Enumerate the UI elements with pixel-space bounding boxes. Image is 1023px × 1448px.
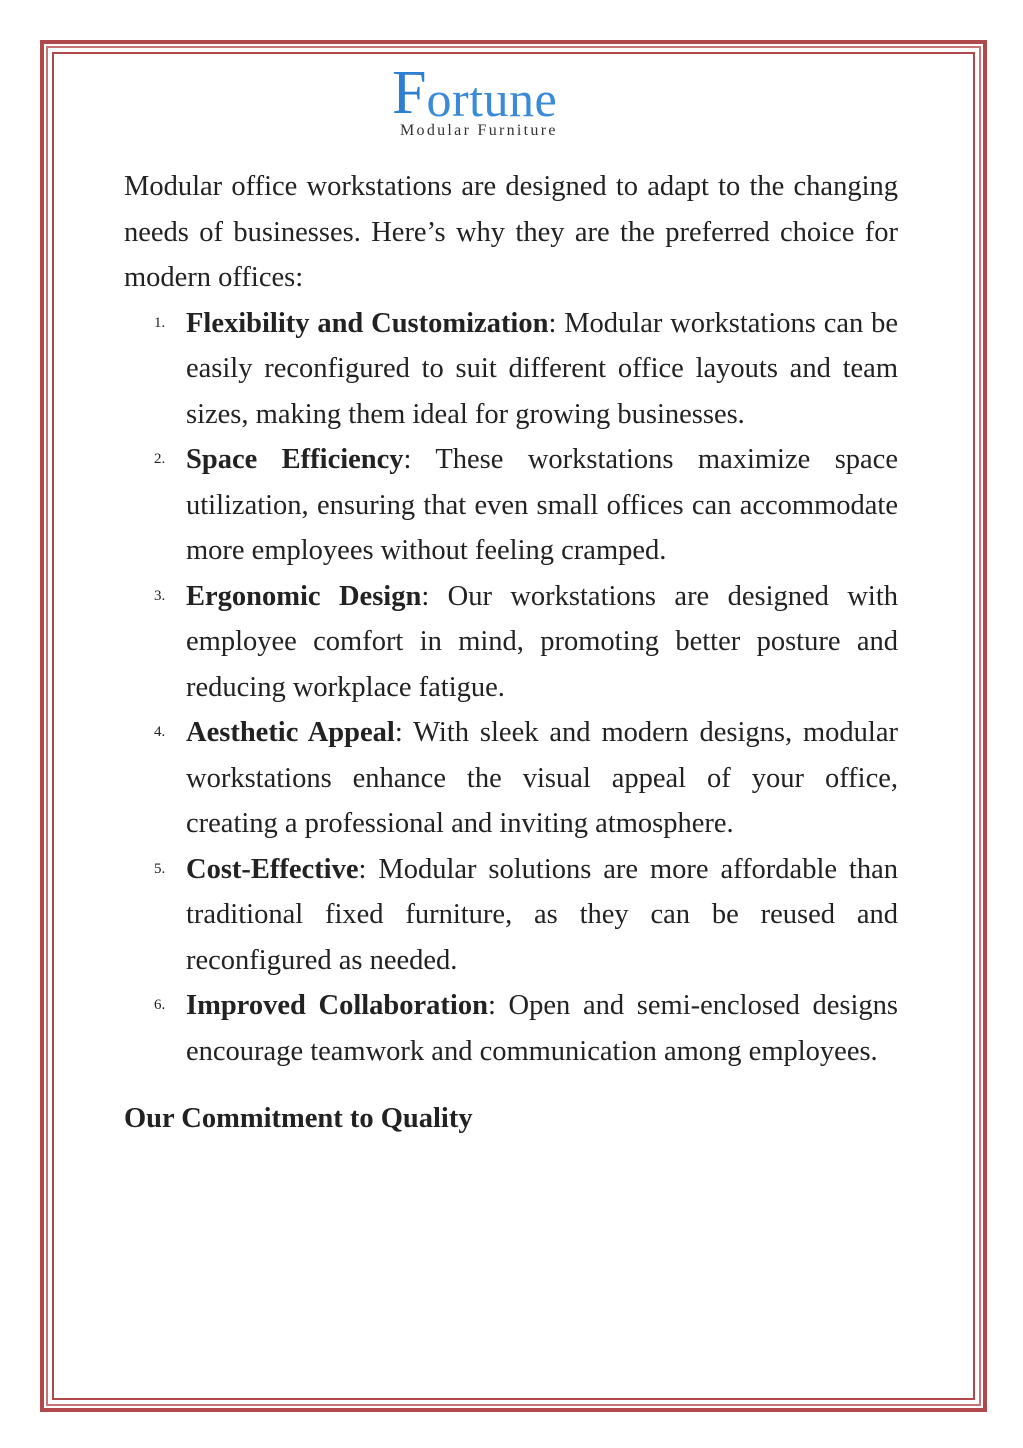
benefit-term: Space Efficiency [186, 444, 404, 475]
list-number: 6. [154, 997, 166, 1013]
list-number: 2. [154, 451, 166, 467]
list-number: 1. [154, 314, 166, 331]
benefits-list [124, 301, 898, 1075]
benefit-term: Aesthetic Appeal [186, 717, 395, 748]
list-item [154, 847, 898, 984]
benefit-text: : Modular solutions are more affordable than traditional fixed furniture, as they can be reused and reconfigured as needed. [186, 853, 898, 976]
list-item [154, 301, 898, 438]
benefit-text: : Open and semi-enclosed designs encourage teamwork and communication among employees. [186, 990, 899, 1067]
benefit-term: Improved Collaboration [186, 990, 488, 1021]
logo-wordmark [392, 58, 558, 127]
benefit-term: Cost-Effective [186, 853, 359, 885]
list-item [154, 983, 899, 1074]
benefit-text: : Our workstations are designed with employee comfort in mind, promoting better posture and reducing workplace fatigue. [186, 580, 898, 703]
logo-subtitle: Modular Furniture [400, 122, 558, 139]
section-heading: Our Commitment to Quality [124, 1103, 473, 1134]
logo-rest-letters: ortune [426, 71, 558, 127]
benefit-text: : Modular workstations can be easily reconfigured to suit different office layouts and team sizes, making them ideal for growing businesses. [186, 307, 898, 430]
list-number: 4. [154, 724, 166, 740]
logo-first-letter: F [392, 59, 427, 127]
benefit-term: Ergonomic Design [186, 580, 422, 612]
list-item [154, 710, 898, 847]
benefit-text: : These workstations maximize space utilization, ensuring that even small offices can accommodate more employees without feeling cramped. [186, 444, 898, 566]
list-number: 3. [154, 587, 166, 604]
list-item [154, 437, 898, 574]
document-body [124, 164, 898, 1142]
list-item [154, 574, 898, 711]
fortune-logo [392, 58, 637, 142]
benefit-text: : With sleek and modern designs, modular workstations enhance the visual appeal of your office, creating a professional and inviting atmosphere. [186, 717, 898, 839]
intro-paragraph: Modular office workstations are designed to adapt to the changing needs of businesses. Here’s why they are the preferred choice for modern offices: [124, 171, 898, 293]
benefit-term: Flexibility and Customization [186, 307, 549, 339]
list-number: 5. [154, 860, 166, 877]
